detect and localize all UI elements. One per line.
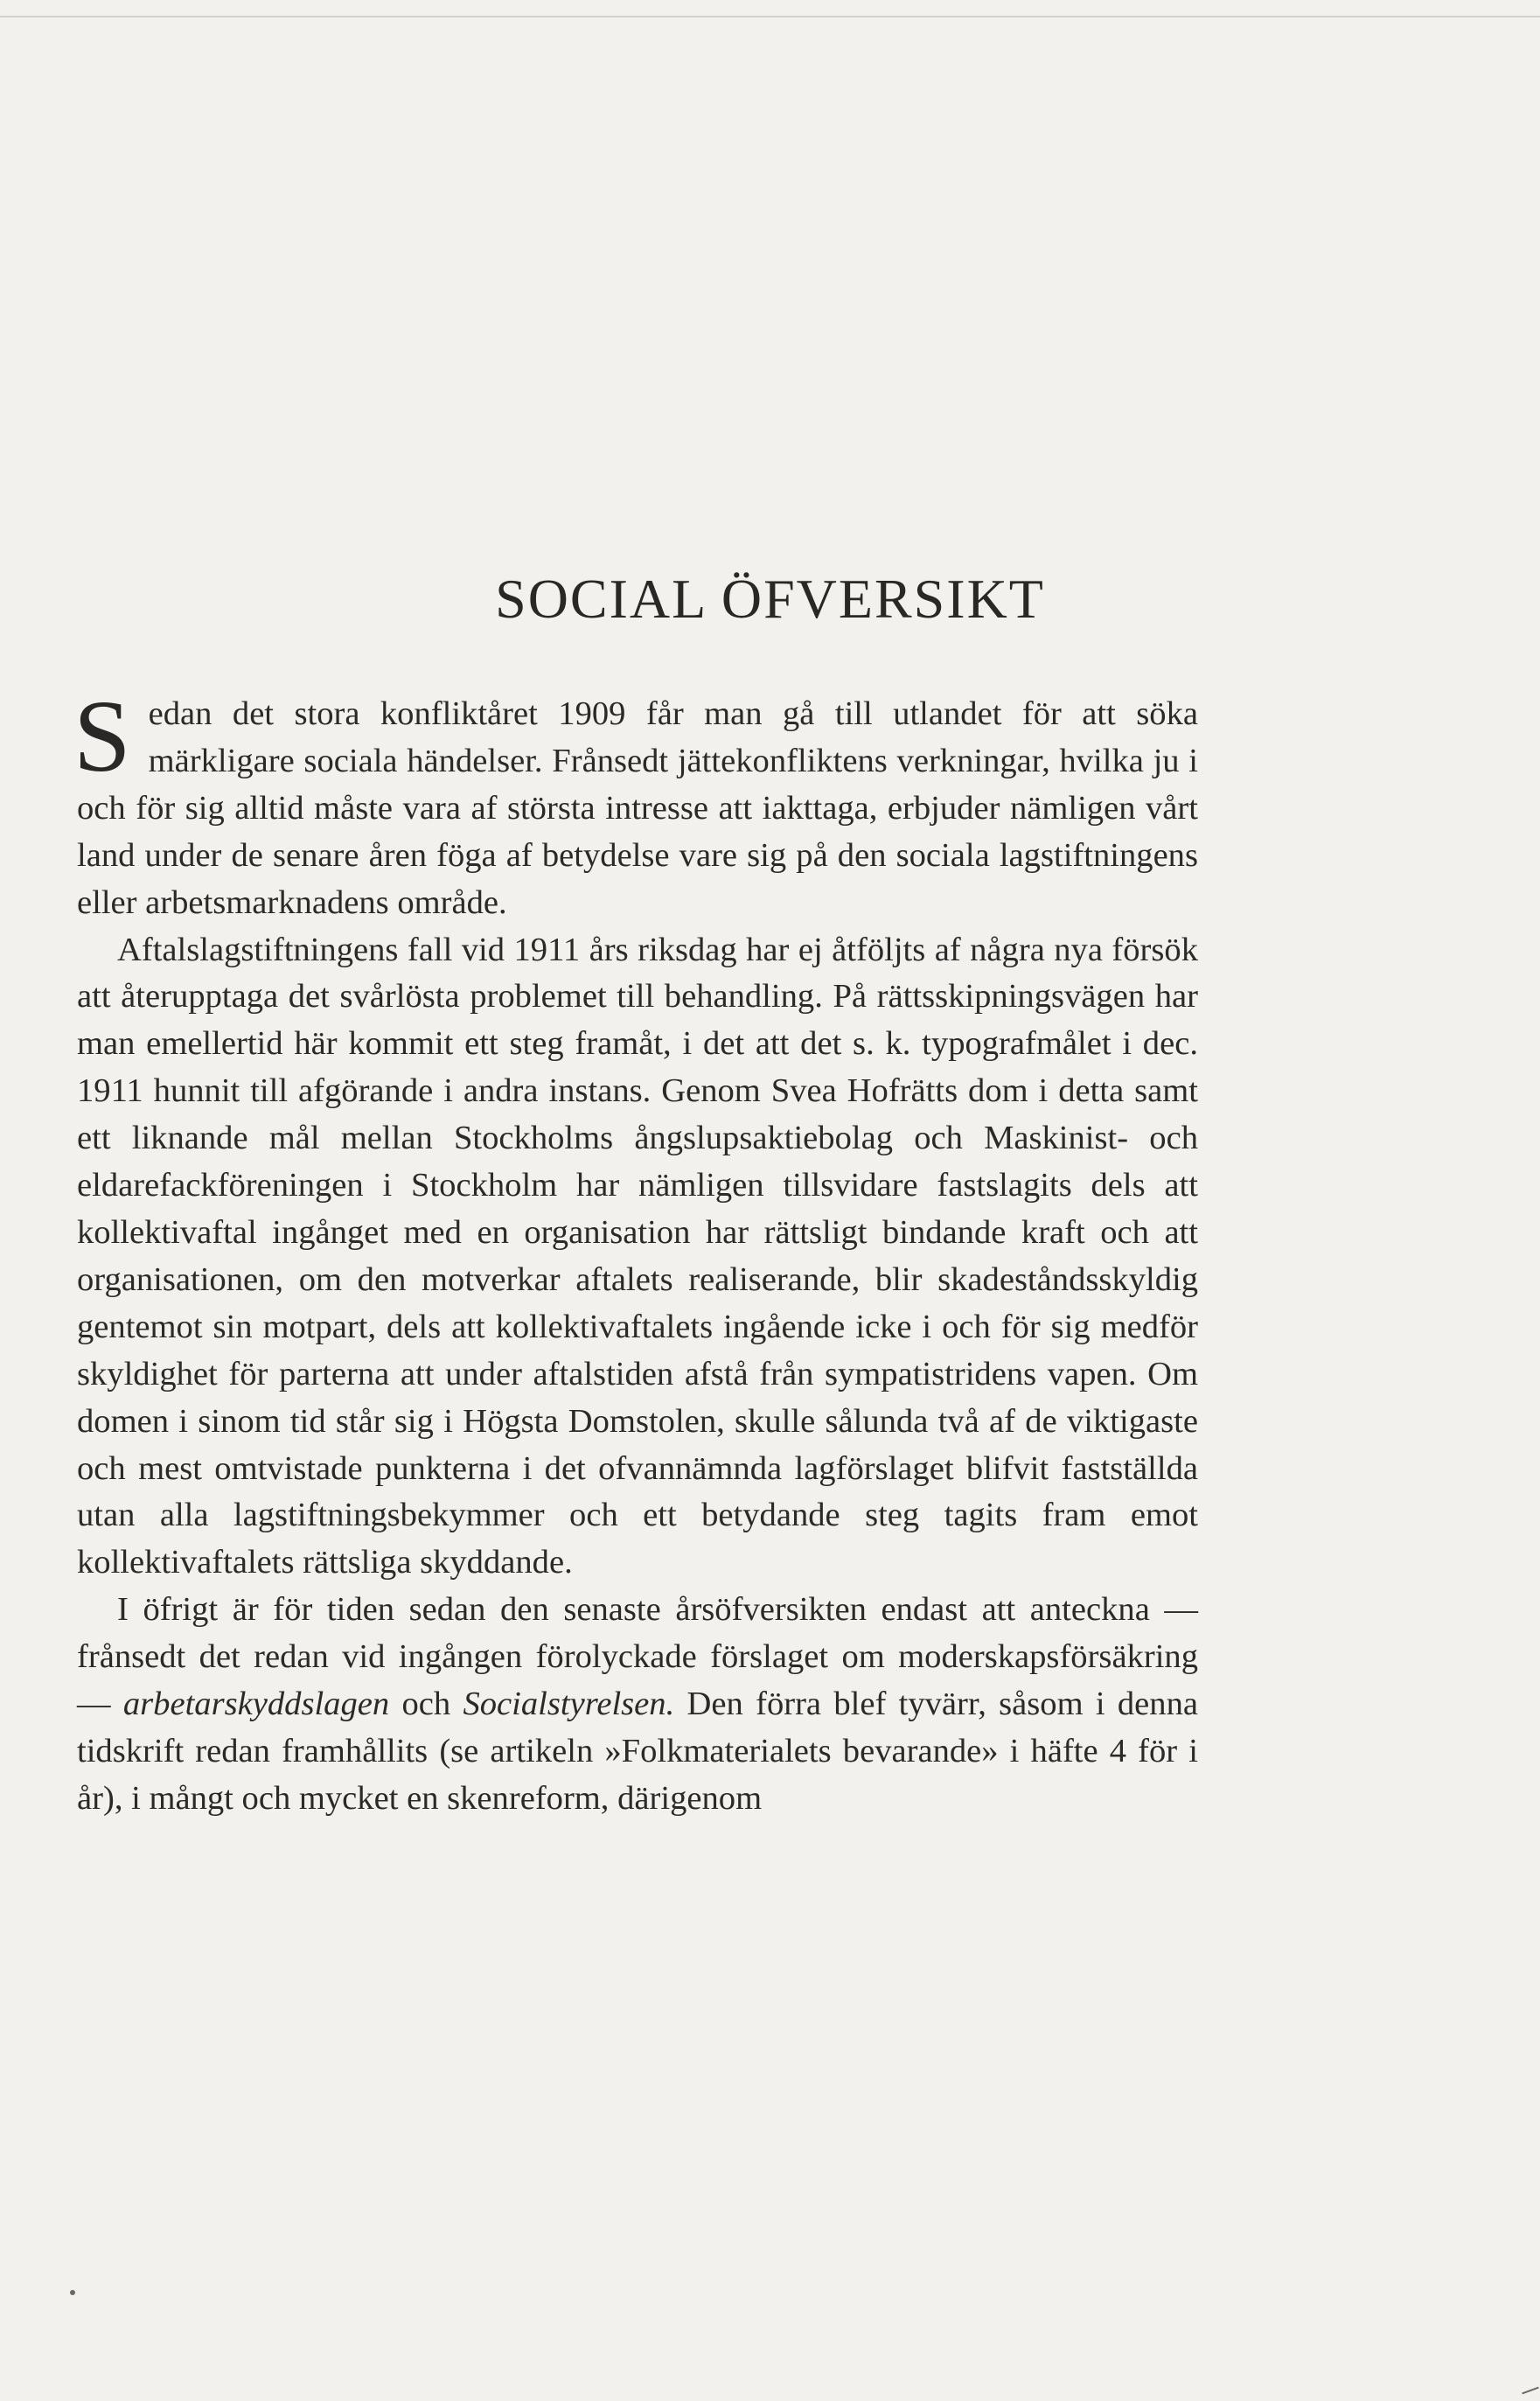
page-title: SOCIAL ÖFVERSIKT <box>495 568 1045 630</box>
italic-term-socialstyrelsen: Socialstyrelsen. <box>463 1686 675 1723</box>
paragraph-1 <box>73 679 1198 927</box>
italic-term-arbetarskyddslagen: arbetarskyddslagen <box>122 1686 390 1723</box>
paragraph-2: Aftalslagstiftningens fall vid 1911 års riksdag har ej åtföljts af några nya försök att återupptaga det svårlösta problemet till behandling. På rättsskipningsvägen har man emellertid här kommit ett steg framåt, i det att det s. k. typografmålet i dec. 1911 hunnit till afgörande i andra instans. Genom Svea Hofrätts dom i detta samt ett liknande mål mellan Stockholms ångslupsaktiebolag och Maskinist- och eldarefackföreningen i Stockholm har nämligen tillsvidare fastslagits dels att kollektivaftal ingånget med en organisation har rättsligt bindande kraft och att organisationen, om den motverkar aftalets realiserande, blir skadeståndsskyldig gentemot sin motpart, dels att kollektivaftalets ingående icke i och för sig medför skyldighet för parterna att under aftalstiden afstå från sympatistridens vapen. Om domen i sinom tid står sig i Högsta Domstolen, skulle sålunda två af de viktigaste och mest omtvistade punkterna i det ofvannämnda lagförslaget blifvit fastställda utan alla lagstiftningsbekymmer och ett betydande steg tagits fram emot kollektivaftalets rättsliga skyddande. <box>77 931 1198 1581</box>
body-text <box>73 679 1198 1823</box>
corner-pencil-mark <box>1522 2387 1538 2395</box>
page-edge-line <box>0 16 1540 17</box>
paragraph-3 <box>77 1587 1198 1823</box>
paragraph-1-text: edan det stora konfliktåret 1909 får man gå till utlandet för att söka märkligare sociala händelser. Frånsedt jättekonfliktens verkningar, hvilka ju i och för sig alltid måste vara af största intresse att iakttaga, erbjuder nämligen vårt land under de senare åren föga af betydelse vare sig på den sociala lagstiftningens eller arbetsmarknadens område. <box>77 695 1198 921</box>
ink-speck <box>70 2290 75 2295</box>
paragraph-3-text-c: Den förra blef tyvärr, såsom i denna tidskrift redan framhållits (se artikeln »Folkmaterialets bevarande» i häfte 4 för i år), i mångt och mycket en skenreform, därigenom <box>77 1686 1198 1817</box>
paragraph-3-text-a: I öfrigt är för tiden sedan den senaste årsöfversikten endast att anteckna — frånsedt det redan vid ingången förolyckade förslaget om moderskapsförsäkring — <box>77 1591 1198 1723</box>
paragraph-3-text-b: och <box>389 1686 463 1723</box>
drop-cap: S <box>73 679 131 793</box>
